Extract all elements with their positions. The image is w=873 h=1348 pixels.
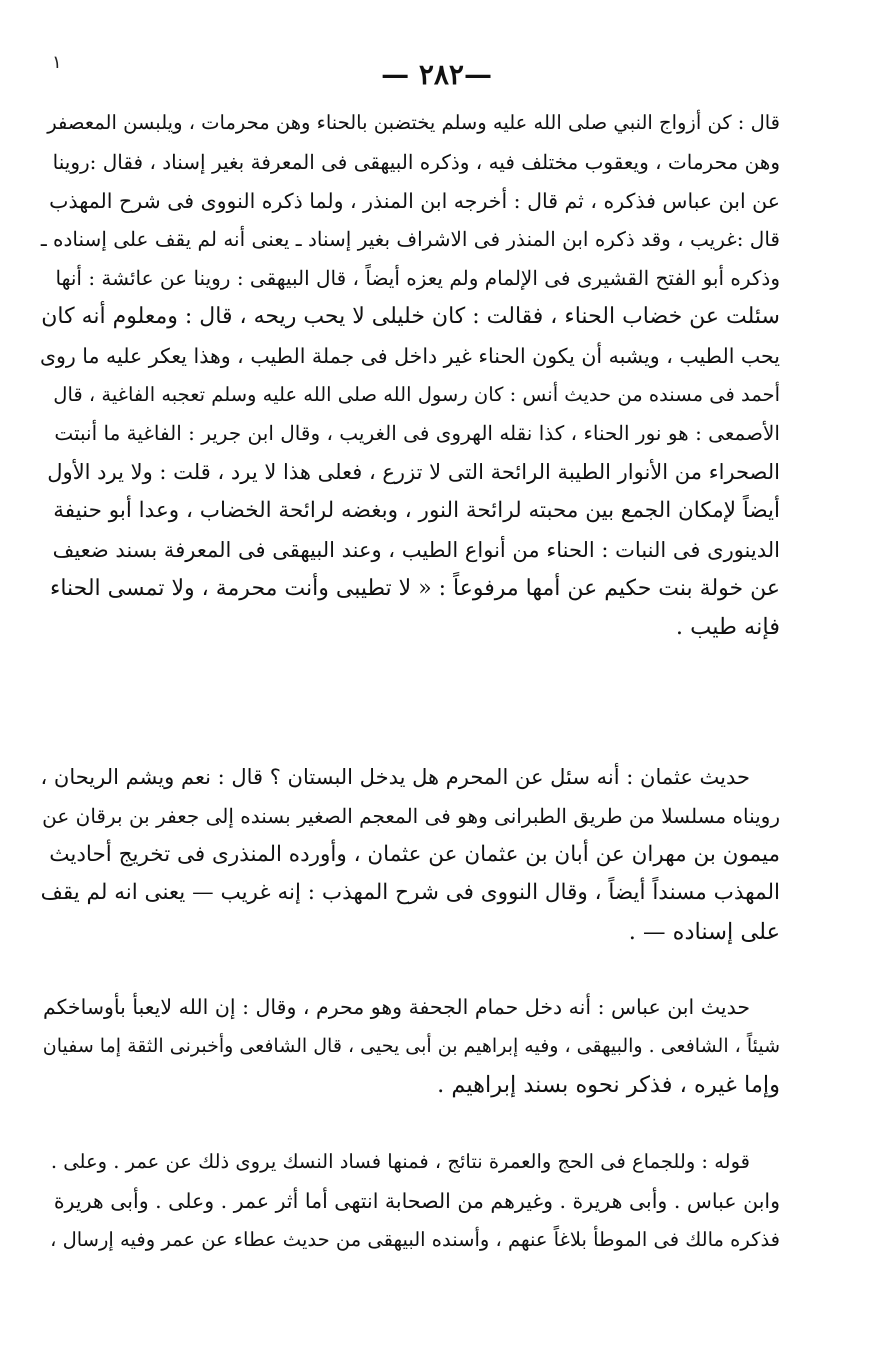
text-line: يحب الطيب ، ويشبه أن يكون الحناء غير داخل فى جملة الطيب ، وهذا يعكر عليه ما روى xyxy=(40,343,780,368)
text-line: المهذب مسنداً أيضاً ، وقال النووى فى شرح المهذب : إنه غريب — يعنى انه لم يقف xyxy=(40,880,780,906)
text-line: الأصمعى : هو نور الحناء ، كذا نقله الهروى فى الغريب ، وقال ابن جرير : الفاغية ما أنبتت xyxy=(54,421,780,446)
text-line: قال :غريب ، وقد ذكره ابن المنذر فى الاشراف بغير إسناد ـ يعنى أنه لم يقف على إسناده ـ xyxy=(40,227,780,252)
text-line: حديث ابن عباس : أنه دخل حمام الجحفة وهو محرم ، وقال : إن الله لايعبأ بأوساخكم xyxy=(42,995,750,1019)
text-line: سئلت عن خضاب الحناء ، فقالت : كان خليلى لا يحب ريحه ، قال : ومعلوم أنه كان xyxy=(41,303,780,329)
text-line: وإما غيره ، فذكر نحوه بسند إبراهيم . xyxy=(437,1071,780,1098)
text-line: وهن محرمات ، ويعقوب مختلف فيه ، وذكره البيهقى فى المعرفة بغير إسناد ، فقال :روينا xyxy=(52,149,780,174)
page-number: — ٢٨٢— xyxy=(381,58,492,91)
paragraph-jima xyxy=(40,1143,780,1259)
text-line: الدينورى فى النبات : الحناء من أنواع الطيب ، وعند البيهقى فى المعرفة بسند ضعيف xyxy=(52,537,780,562)
text-line: فإنه طيب . xyxy=(675,614,780,641)
text-line: قوله : وللجماع فى الحج والعمرة نتائج ، فمنها فساد النسك يروى ذلك عن عمر . وعلى . xyxy=(50,1150,750,1173)
text-line: وابن عباس . وأبى هريرة . وغيرهم من الصحابة انتهى أما أثر عمر . وعلى . وأبى هريرة xyxy=(53,1188,780,1213)
paragraph-hadith-ibn-abbas xyxy=(40,988,780,1104)
text-line: أيضاً لإمكان الجمع بين محبته لرائحة النور ، وبغضه لرائحة الخضاب ، وعدا أبو حنيفة xyxy=(53,497,780,523)
text-line: ميمون بن مهران عن أبان بن عثمان عن عثمان ، وأورده المنذرى فى تخريج أحاديث xyxy=(49,841,780,867)
text-line: فذكره مالك فى الموطأ بلاغاً عنهم ، وأسنده البيهقى من حديث عطاء عن عمر وفيه إرسال ، xyxy=(50,1227,780,1251)
text-line: حديث عثمان : أنه سئل عن المحرم هل يدخل البستان ؟ قال : نعم ويشم الريحان ، xyxy=(40,765,750,789)
corner-mark: ١ xyxy=(52,52,62,73)
text-line: عن خولة بنت حكيم عن أمها مرفوعاً : « لا تطيبى وأنت محرمة ، ولا تمسى الحناء xyxy=(49,575,780,601)
text-line: على إسناده — . xyxy=(628,919,780,946)
paragraph-hadith-uthman xyxy=(40,758,780,952)
paragraph-henna xyxy=(40,104,780,647)
text-line: رويناه مسلسلا من طريق الطبرانى وهو فى المعجم الصغير بسنده إلى جعفر بن برقان عن xyxy=(42,803,780,828)
text-line: الصحراء من الأنوار الطيبة الرائحة التى لا تزرع ، فعلى هذا لا يرد ، قلت : ولا يرد الأول xyxy=(47,460,780,485)
text-line: وذكره أبو الفتح القشيرى فى الإلمام ولم يعزه أيضاً ، قال البيهقى : روينا عن عائشة : أنها xyxy=(55,266,780,291)
text-line: شيئاً ، الشافعى . والبيهقى ، وفيه إبراهيم بن أبى يحيى ، قال الشافعى وأخبرنى الثقة إما سفيان xyxy=(42,1034,780,1057)
text-line: عن ابن عباس فذكره ، ثم قال : أخرجه ابن المنذر ، ولما ذكره النووى فى شرح المهذب xyxy=(49,188,780,213)
text-line: أحمد فى مسنده من حديث أنس : كان رسول الله صلى الله عليه وسلم تعجبه الفاغية ، قال xyxy=(53,382,780,406)
text-line: قال : كن أزواج النبي صلى الله عليه وسلم يختضبن بالحناء وهن محرمات ، ويلبسن المعصفر xyxy=(47,111,780,134)
